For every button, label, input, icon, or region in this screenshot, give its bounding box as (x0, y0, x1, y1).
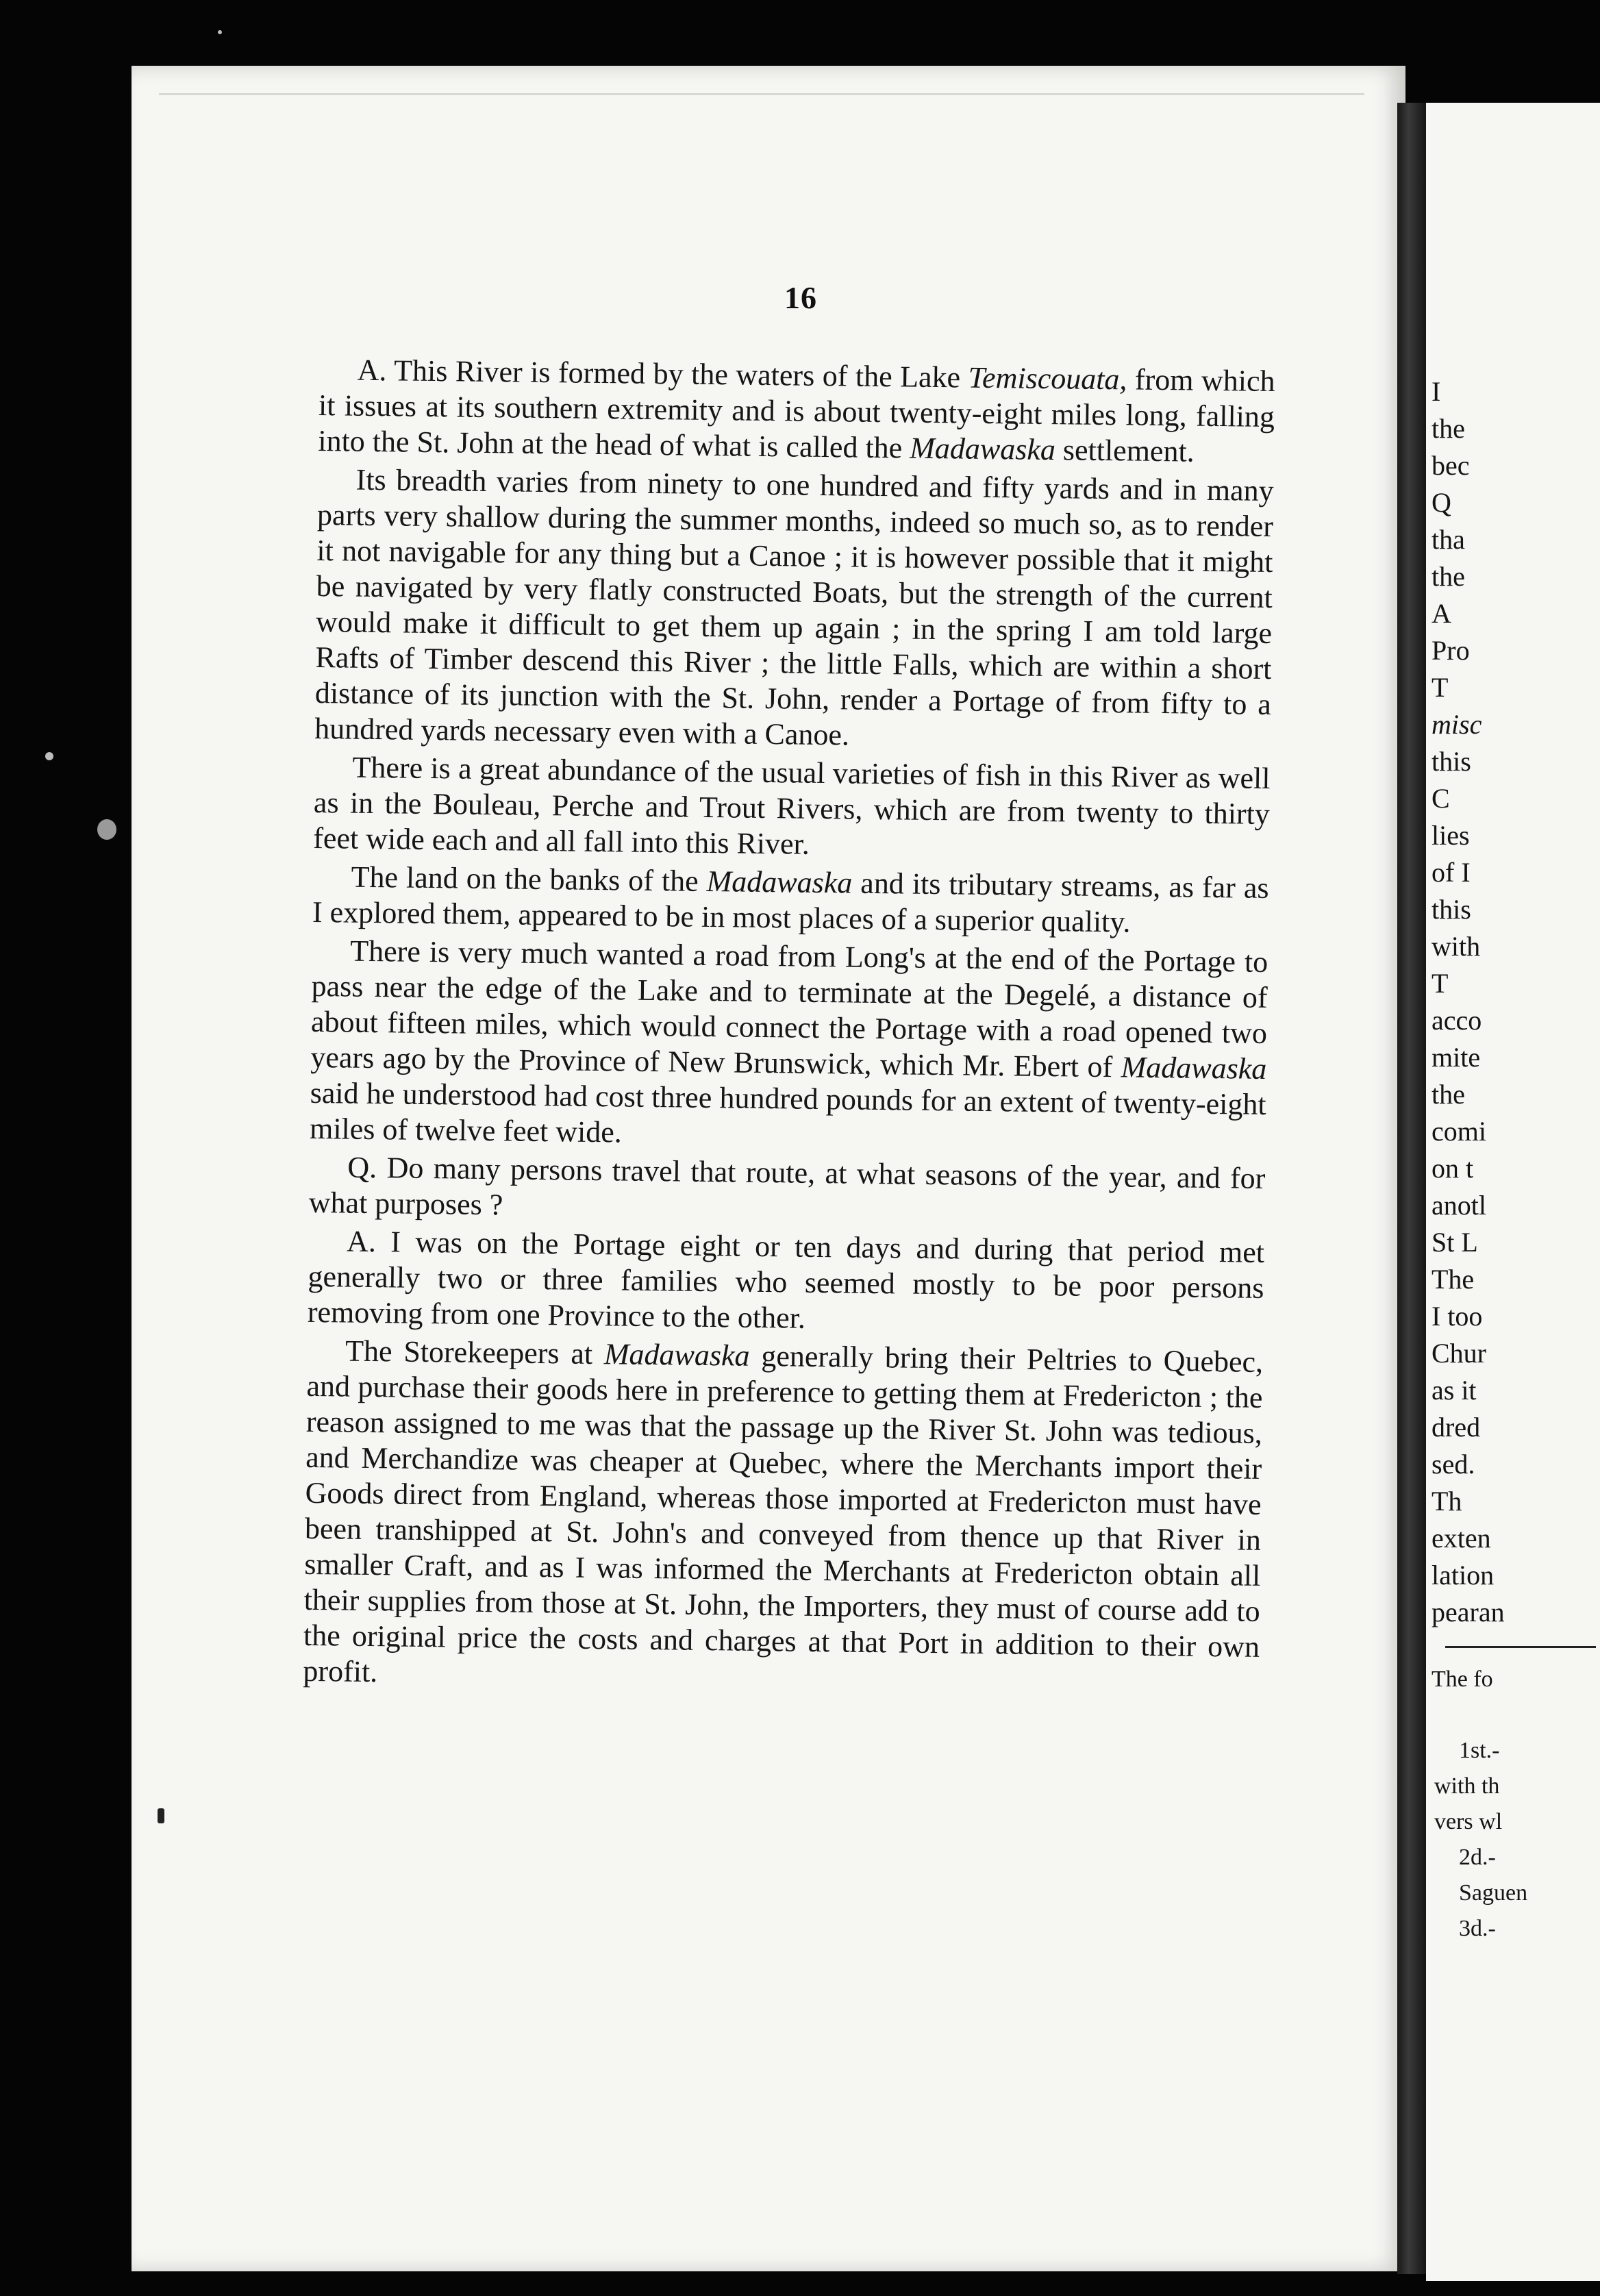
facing-page-line: the (1432, 1079, 1465, 1110)
italic-text: Madawaska (603, 1337, 750, 1373)
paragraph (308, 1223, 1265, 1342)
right-page-text (1432, 373, 1600, 1947)
paragraph (303, 1333, 1263, 1701)
paragraph-text: There is very much wanted a road from Long's at the end of the Portage to pass near the edge of the Lake and to terminate at the Degelé, a distance of about fifteen miles, which would connect the Portage with a road opened two years ago by the Province of New Brunswick, which Mr. Ebert of (310, 934, 1268, 1084)
page-top-edge (159, 93, 1364, 95)
facing-page-line: comi (1432, 1116, 1486, 1147)
facing-page-small-line (1432, 1697, 1600, 1733)
scan-speck (97, 819, 116, 840)
facing-page-small-line: Saguen (1459, 1880, 1528, 1906)
facing-page-line: tha (1432, 524, 1465, 555)
paragraph-text: The land on the banks of the (351, 860, 707, 898)
facing-page-line: Q (1432, 487, 1451, 518)
paragraph (309, 1149, 1266, 1232)
scan-speck (218, 30, 222, 34)
paragraph-text: said he understood had cost three hundred pounds for an extent of twenty-eight miles of twelve feet wide. (309, 1075, 1266, 1149)
paragraph-text: from which it issues at its southern extremity and is about twenty-eight miles long, falling into the St. John at the head of what is called the (318, 362, 1275, 465)
paragraph (312, 859, 1269, 942)
facing-page-line: misc (1432, 709, 1482, 740)
scan-speck (45, 752, 53, 760)
facing-page-line: A (1432, 598, 1451, 629)
facing-page-line: the (1432, 561, 1465, 592)
facing-page-rule (1445, 1646, 1596, 1648)
facing-page-line: dred (1432, 1412, 1481, 1443)
facing-page-line: this (1432, 746, 1471, 777)
facing-page-line: lation (1432, 1560, 1495, 1590)
facing-page-line: T (1432, 968, 1449, 999)
main-text-block (303, 352, 1275, 1701)
facing-page-small-line: vers wl (1434, 1809, 1503, 1834)
italic-text: Madawaska (1121, 1050, 1267, 1086)
facing-page-line: I too (1432, 1301, 1483, 1332)
facing-page-line: as it (1432, 1375, 1477, 1406)
facing-page-line: mite (1432, 1042, 1481, 1073)
book-gutter (1397, 103, 1426, 2274)
paragraph (313, 749, 1271, 868)
paragraph-text: The Storekeepers at (345, 1334, 605, 1371)
paragraph-text: A. I was on the Portage eight or ten days and during that period met generally two or three families who seemed mostly to be poor persons removing from one Province to the other. (307, 1224, 1265, 1335)
facing-page-line: bec (1432, 450, 1470, 481)
facing-page-line: C (1432, 783, 1450, 814)
paragraph-text: There is a great abundance of the usual varieties of fish in this River as well as in the Bouleau, Perche and Trout Rivers, which are from twenty to thirty feet wide each and all fall into this River. (313, 750, 1271, 861)
facing-page-line: with (1432, 931, 1481, 962)
facing-page-line: The (1432, 1264, 1475, 1295)
facing-page-line: I (1432, 376, 1441, 407)
facing-page-line: this (1432, 894, 1471, 925)
italic-text: Madawaska (909, 431, 1056, 467)
paragraph-text: Its breadth varies from ninety to one hundred and fifty yards and in many parts very shallow during the summer months, indeed so much so, as to render it not navigable for any thing but a Canoe ; it is however possible that it might be navigated by very flatly constructed Boats, but the strength of the current would make it difficult to get them up again ; in the spring I am told large Rafts of Timber descend this River ; the little Falls, which are within a short distance of its junction with the St. John, render a Portage of from fifty to a hundred yards necessary even with a Canoe. (314, 462, 1274, 752)
paragraph-text: Q. Do many persons travel that route, at what seasons of the year, and for what purposes ? (308, 1150, 1266, 1222)
paragraph-text: generally bring their Peltries to Quebec, and purchase their goods here in preference to getting them at Fredericton ; the reason assigned to me was that the passage up the River St. John was tedious, and Merchandize was cheaper at Quebec, where the Merchants import their Goods direct from England, whereas those imported at Fredericton must have been transhipped at St. John's and conveyed from thence up that River in smaller Craft, and as I was informed the Merchants at Fredericton obtain all their supplies from those at St. John, the Importers, they must of course add to the original price the costs and charges at that Port in addition to their own profit. (303, 1338, 1264, 1689)
facing-page-line: acco (1432, 1005, 1482, 1036)
paragraph-text: settlement. (1055, 433, 1195, 469)
facing-page-line: St L (1432, 1227, 1478, 1258)
italic-text: Temiscouata, (968, 360, 1127, 397)
facing-page-line: on t (1432, 1153, 1474, 1184)
paragraph (318, 352, 1275, 471)
facing-page-small-line: The fo (1432, 1667, 1493, 1692)
facing-page-line: exten (1432, 1523, 1491, 1553)
paragraph-text: A. This River is formed by the waters of the Lake (357, 353, 968, 395)
page-number: 16 (784, 280, 817, 315)
facing-page-line: Chur (1432, 1338, 1486, 1369)
facing-page-line: the (1432, 413, 1465, 444)
facing-page-line: T (1432, 672, 1449, 703)
facing-page-small-line: 3d.- (1459, 1916, 1496, 1941)
italic-text: Madawaska (706, 864, 853, 900)
facing-page-small-line: 1st.- (1459, 1738, 1500, 1763)
facing-page-line: lies (1432, 820, 1470, 851)
facing-page-line: sed. (1432, 1449, 1475, 1480)
paragraph-text: and its tributary streams, as far as I explored them, appeared to be in most places of a superior quality. (312, 866, 1269, 939)
facing-page-line: pearan (1432, 1597, 1505, 1627)
paragraph (310, 933, 1268, 1158)
facing-page-line: Th (1432, 1486, 1462, 1517)
margin-mark (158, 1808, 164, 1823)
facing-page-small-line: 2d.- (1459, 1845, 1496, 1870)
paragraph (314, 462, 1274, 758)
facing-page-line: Pro (1432, 635, 1470, 666)
right-page-partial (1426, 103, 1600, 2281)
facing-page-line: anotl (1432, 1190, 1486, 1221)
facing-page-line: of I (1432, 857, 1471, 888)
facing-page-small-line: with th (1434, 1773, 1500, 1799)
